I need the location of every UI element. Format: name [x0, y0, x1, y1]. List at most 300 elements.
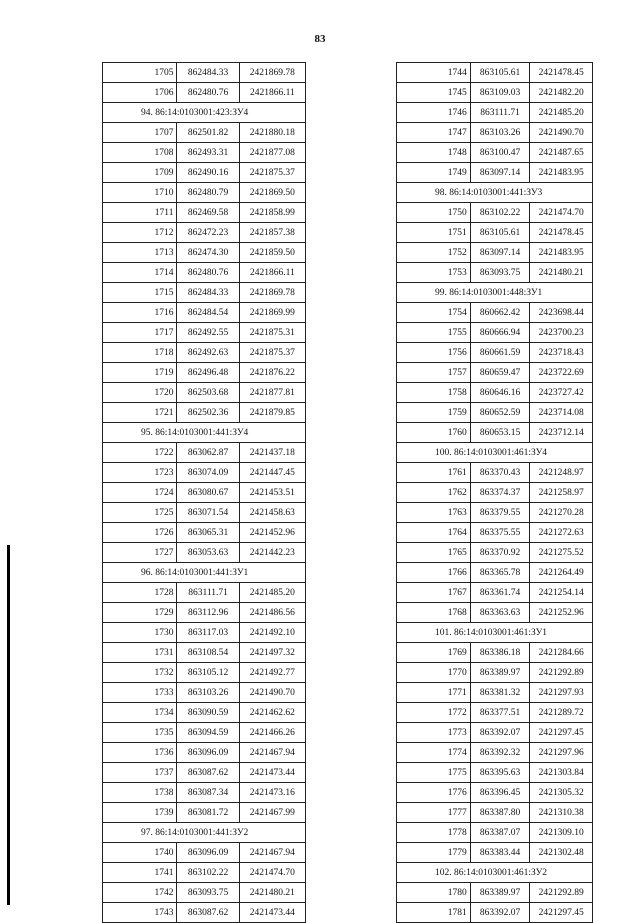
x-coordinate-cell: 863370.92: [470, 543, 530, 563]
point-number-cell: 1719: [103, 363, 177, 383]
point-number-cell: 1707: [103, 123, 177, 143]
point-number-cell: 1733: [103, 683, 177, 703]
coordinate-row: [397, 523, 593, 543]
coordinate-row: [397, 303, 593, 323]
coordinate-row: [397, 143, 593, 163]
y-coordinate-cell: 2421473.44: [239, 903, 305, 923]
coordinate-row: [397, 843, 593, 863]
coordinate-row: [103, 883, 306, 903]
coordinate-row: [103, 163, 306, 183]
x-coordinate-cell: 862490.16: [177, 163, 239, 183]
y-coordinate-cell: 2421297.45: [530, 723, 593, 743]
y-coordinate-cell: 2421879.85: [239, 403, 305, 423]
point-number-cell: 1775: [397, 763, 471, 783]
y-coordinate-cell: 2421462.62: [239, 703, 305, 723]
section-cadastral-label: 102. 86:14:0103001:461:ЗУ2: [397, 863, 593, 883]
section-header-row: [397, 623, 593, 643]
y-coordinate-cell: 2421474.70: [239, 863, 305, 883]
point-number-cell: 1746: [397, 103, 471, 123]
y-coordinate-cell: 2421875.37: [239, 163, 305, 183]
x-coordinate-cell: 863365.78: [470, 563, 530, 583]
point-number-cell: 1724: [103, 483, 177, 503]
x-coordinate-cell: 863102.22: [177, 863, 239, 883]
point-number-cell: 1773: [397, 723, 471, 743]
coordinate-row: [397, 203, 593, 223]
y-coordinate-cell: 2421264.49: [530, 563, 593, 583]
x-coordinate-cell: 863387.80: [470, 803, 530, 823]
x-coordinate-cell: 863386.18: [470, 643, 530, 663]
y-coordinate-cell: 2421869.78: [239, 63, 305, 83]
y-coordinate-cell: 2421297.96: [530, 743, 593, 763]
y-coordinate-cell: 2421302.48: [530, 843, 593, 863]
x-coordinate-cell: 863090.59: [177, 703, 239, 723]
y-coordinate-cell: 2423727.42: [530, 383, 593, 403]
x-coordinate-cell: 863105.12: [177, 663, 239, 683]
point-number-cell: 1738: [103, 783, 177, 803]
point-number-cell: 1737: [103, 763, 177, 783]
coordinate-row: [103, 743, 306, 763]
section-cadastral-label: 94. 86:14:0103001:423:ЗУ4: [103, 103, 306, 123]
section-cadastral-label: 98. 86:14:0103001:441:ЗУ3: [397, 183, 593, 203]
y-coordinate-cell: 2421442.23: [239, 543, 305, 563]
coordinate-row: [103, 723, 306, 743]
coordinate-row: [397, 603, 593, 623]
point-number-cell: 1730: [103, 623, 177, 643]
y-coordinate-cell: 2421478.45: [530, 223, 593, 243]
coordinate-row: [103, 223, 306, 243]
x-coordinate-cell: 863389.97: [470, 883, 530, 903]
y-coordinate-cell: 2421303.84: [530, 763, 593, 783]
x-coordinate-cell: 862502.36: [177, 403, 239, 423]
section-cadastral-label: 95. 86:14:0103001:441:ЗУ4: [103, 423, 306, 443]
coordinate-row: [397, 103, 593, 123]
x-coordinate-cell: 863108.54: [177, 643, 239, 663]
y-coordinate-cell: 2421309.10: [530, 823, 593, 843]
coordinate-row: [397, 563, 593, 583]
coordinate-row: [397, 883, 593, 903]
y-coordinate-cell: 2421480.21: [239, 883, 305, 903]
point-number-cell: 1770: [397, 663, 471, 683]
x-coordinate-cell: 863087.34: [177, 783, 239, 803]
x-coordinate-cell: 863094.59: [177, 723, 239, 743]
point-number-cell: 1753: [397, 263, 471, 283]
x-coordinate-cell: 863375.55: [470, 523, 530, 543]
x-coordinate-cell: 863363.63: [470, 603, 530, 623]
y-coordinate-cell: 2421876.22: [239, 363, 305, 383]
coordinate-row: [103, 283, 306, 303]
y-coordinate-cell: 2421482.20: [530, 83, 593, 103]
coordinate-row: [397, 543, 593, 563]
coordinate-row: [103, 643, 306, 663]
x-coordinate-cell: 860652.59: [470, 403, 530, 423]
x-coordinate-cell: 862469.58: [177, 203, 239, 223]
x-coordinate-cell: 863102.22: [470, 203, 530, 223]
y-coordinate-cell: 2421877.81: [239, 383, 305, 403]
coordinate-row: [103, 903, 306, 923]
coordinate-row: [397, 243, 593, 263]
coordinate-row: [397, 683, 593, 703]
coordinate-row: [103, 243, 306, 263]
y-coordinate-cell: 2421869.78: [239, 283, 305, 303]
section-cadastral-label: 99. 86:14:0103001:448:ЗУ1: [397, 283, 593, 303]
x-coordinate-cell: 863392.07: [470, 903, 530, 923]
point-number-cell: 1752: [397, 243, 471, 263]
coordinate-row: [397, 823, 593, 843]
point-number-cell: 1747: [397, 123, 471, 143]
y-coordinate-cell: 2421478.45: [530, 63, 593, 83]
coordinate-row: [397, 483, 593, 503]
y-coordinate-cell: 2423722.69: [530, 363, 593, 383]
x-coordinate-cell: 863392.07: [470, 723, 530, 743]
x-coordinate-cell: 863112.96: [177, 603, 239, 623]
x-coordinate-cell: 862493.31: [177, 143, 239, 163]
y-coordinate-cell: 2421880.18: [239, 123, 305, 143]
y-coordinate-cell: 2421858.99: [239, 203, 305, 223]
coordinate-row: [103, 543, 306, 563]
y-coordinate-cell: 2421270.28: [530, 503, 593, 523]
x-coordinate-cell: 863111.71: [177, 583, 239, 603]
x-coordinate-cell: 863105.61: [470, 223, 530, 243]
x-coordinate-cell: 863383.44: [470, 843, 530, 863]
point-number-cell: 1712: [103, 223, 177, 243]
x-coordinate-cell: 863071.54: [177, 503, 239, 523]
x-coordinate-cell: 863080.67: [177, 483, 239, 503]
y-coordinate-cell: 2421254.14: [530, 583, 593, 603]
x-coordinate-cell: 863111.71: [470, 103, 530, 123]
point-number-cell: 1762: [397, 483, 471, 503]
y-coordinate-cell: 2421473.44: [239, 763, 305, 783]
y-coordinate-cell: 2423714.08: [530, 403, 593, 423]
x-coordinate-cell: 863087.62: [177, 763, 239, 783]
point-number-cell: 1776: [397, 783, 471, 803]
point-number-cell: 1714: [103, 263, 177, 283]
point-number-cell: 1734: [103, 703, 177, 723]
coordinates-table-left: [102, 62, 306, 923]
x-coordinate-cell: 863103.26: [177, 683, 239, 703]
y-coordinate-cell: 2421474.70: [530, 203, 593, 223]
y-coordinate-cell: 2421284.66: [530, 643, 593, 663]
point-number-cell: 1728: [103, 583, 177, 603]
point-number-cell: 1716: [103, 303, 177, 323]
x-coordinate-cell: 862496.48: [177, 363, 239, 383]
y-coordinate-cell: 2423700.23: [530, 323, 593, 343]
y-coordinate-cell: 2421866.11: [239, 263, 305, 283]
y-coordinate-cell: 2421490.70: [530, 123, 593, 143]
coordinate-row: [103, 83, 306, 103]
x-coordinate-cell: 863117.03: [177, 623, 239, 643]
coordinate-row: [103, 323, 306, 343]
point-number-cell: 1744: [397, 63, 471, 83]
y-coordinate-cell: 2421297.93: [530, 683, 593, 703]
x-coordinate-cell: 863370.43: [470, 463, 530, 483]
point-number-cell: 1766: [397, 563, 471, 583]
y-coordinate-cell: 2421458.63: [239, 503, 305, 523]
y-coordinate-cell: 2421483.95: [530, 163, 593, 183]
point-number-cell: 1741: [103, 863, 177, 883]
coordinate-row: [103, 443, 306, 463]
y-coordinate-cell: 2421490.70: [239, 683, 305, 703]
coordinate-row: [103, 303, 306, 323]
point-number-cell: 1717: [103, 323, 177, 343]
point-number-cell: 1736: [103, 743, 177, 763]
x-coordinate-cell: 863097.14: [470, 243, 530, 263]
point-number-cell: 1771: [397, 683, 471, 703]
coordinate-row: [397, 723, 593, 743]
y-coordinate-cell: 2421480.21: [530, 263, 593, 283]
y-coordinate-cell: 2421486.56: [239, 603, 305, 623]
point-number-cell: 1754: [397, 303, 471, 323]
point-number-cell: 1708: [103, 143, 177, 163]
coordinate-row: [103, 803, 306, 823]
y-coordinate-cell: 2421483.95: [530, 243, 593, 263]
point-number-cell: 1769: [397, 643, 471, 663]
point-number-cell: 1749: [397, 163, 471, 183]
section-header-row: [103, 563, 306, 583]
coordinate-row: [397, 643, 593, 663]
y-coordinate-cell: 2421447.45: [239, 463, 305, 483]
x-coordinate-cell: 860646.16: [470, 383, 530, 403]
y-coordinate-cell: 2421467.94: [239, 743, 305, 763]
coordinate-row: [397, 83, 593, 103]
point-number-cell: 1743: [103, 903, 177, 923]
point-number-cell: 1713: [103, 243, 177, 263]
coordinate-row: [397, 383, 593, 403]
point-number-cell: 1751: [397, 223, 471, 243]
coordinate-row: [397, 703, 593, 723]
x-coordinate-cell: 860653.15: [470, 423, 530, 443]
y-coordinate-cell: 2421487.65: [530, 143, 593, 163]
point-number-cell: 1765: [397, 543, 471, 563]
point-number-cell: 1722: [103, 443, 177, 463]
y-coordinate-cell: 2421272.63: [530, 523, 593, 543]
x-coordinate-cell: 862474.30: [177, 243, 239, 263]
y-coordinate-cell: 2421297.45: [530, 903, 593, 923]
point-number-cell: 1739: [103, 803, 177, 823]
point-number-cell: 1772: [397, 703, 471, 723]
coordinate-row: [103, 463, 306, 483]
y-coordinate-cell: 2421497.32: [239, 643, 305, 663]
x-coordinate-cell: 863387.07: [470, 823, 530, 843]
coordinate-row: [397, 803, 593, 823]
y-coordinate-cell: 2421485.20: [530, 103, 593, 123]
y-coordinate-cell: 2421258.97: [530, 483, 593, 503]
point-number-cell: 1763: [397, 503, 471, 523]
y-coordinate-cell: 2421248.97: [530, 463, 593, 483]
y-coordinate-cell: 2421467.99: [239, 803, 305, 823]
x-coordinate-cell: 863100.47: [470, 143, 530, 163]
x-coordinate-cell: 863053.63: [177, 543, 239, 563]
x-coordinate-cell: 863377.51: [470, 703, 530, 723]
point-number-cell: 1748: [397, 143, 471, 163]
point-number-cell: 1757: [397, 363, 471, 383]
section-cadastral-label: 100. 86:14:0103001:461:ЗУ4: [397, 443, 593, 463]
x-coordinate-cell: 860659.47: [470, 363, 530, 383]
x-coordinate-cell: 863379.55: [470, 503, 530, 523]
x-coordinate-cell: 863361.74: [470, 583, 530, 603]
coordinate-row: [397, 783, 593, 803]
point-number-cell: 1732: [103, 663, 177, 683]
coordinate-row: [103, 483, 306, 503]
y-coordinate-cell: 2421869.50: [239, 183, 305, 203]
x-coordinate-cell: 862480.76: [177, 83, 239, 103]
point-number-cell: 1726: [103, 523, 177, 543]
point-number-cell: 1725: [103, 503, 177, 523]
y-coordinate-cell: 2423712.14: [530, 423, 593, 443]
x-coordinate-cell: 863081.72: [177, 803, 239, 823]
x-coordinate-cell: 863097.14: [470, 163, 530, 183]
section-header-row: [103, 103, 306, 123]
point-number-cell: 1745: [397, 83, 471, 103]
coordinate-row: [397, 903, 593, 923]
point-number-cell: 1740: [103, 843, 177, 863]
point-number-cell: 1718: [103, 343, 177, 363]
y-coordinate-cell: 2421485.20: [239, 583, 305, 603]
x-coordinate-cell: 863093.75: [470, 263, 530, 283]
coordinate-row: [103, 683, 306, 703]
y-coordinate-cell: 2421875.37: [239, 343, 305, 363]
y-coordinate-cell: 2421252.96: [530, 603, 593, 623]
section-cadastral-label: 96. 86:14:0103001:441:ЗУ1: [103, 563, 306, 583]
point-number-cell: 1710: [103, 183, 177, 203]
coordinate-row: [103, 703, 306, 723]
point-number-cell: 1764: [397, 523, 471, 543]
x-coordinate-cell: 862484.33: [177, 63, 239, 83]
x-coordinate-cell: 862480.79: [177, 183, 239, 203]
section-header-row: [397, 183, 593, 203]
point-number-cell: 1721: [103, 403, 177, 423]
x-coordinate-cell: 862484.33: [177, 283, 239, 303]
y-coordinate-cell: 2421869.99: [239, 303, 305, 323]
coordinate-row: [397, 163, 593, 183]
section-header-row: [397, 863, 593, 883]
coordinate-row: [397, 403, 593, 423]
point-number-cell: 1768: [397, 603, 471, 623]
coordinate-row: [103, 203, 306, 223]
y-coordinate-cell: 2421492.77: [239, 663, 305, 683]
y-coordinate-cell: 2421453.51: [239, 483, 305, 503]
y-coordinate-cell: 2421305.32: [530, 783, 593, 803]
coordinate-row: [103, 783, 306, 803]
x-coordinate-cell: 863105.61: [470, 63, 530, 83]
x-coordinate-cell: 863065.31: [177, 523, 239, 543]
coordinate-row: [103, 263, 306, 283]
point-number-cell: 1729: [103, 603, 177, 623]
coordinate-row: [103, 663, 306, 683]
coordinate-row: [397, 123, 593, 143]
x-coordinate-cell: 863096.09: [177, 743, 239, 763]
coordinate-row: [397, 263, 593, 283]
y-coordinate-cell: 2421275.52: [530, 543, 593, 563]
section-header-row: [397, 283, 593, 303]
coordinate-row: [103, 403, 306, 423]
point-number-cell: 1742: [103, 883, 177, 903]
coordinate-row: [397, 503, 593, 523]
coordinate-row: [103, 183, 306, 203]
coordinate-row: [103, 623, 306, 643]
section-header-row: [103, 423, 306, 443]
y-coordinate-cell: 2421292.89: [530, 663, 593, 683]
x-coordinate-cell: 863392.32: [470, 743, 530, 763]
point-number-cell: 1756: [397, 343, 471, 363]
coordinate-row: [397, 763, 593, 783]
x-coordinate-cell: 862501.82: [177, 123, 239, 143]
x-coordinate-cell: 863381.32: [470, 683, 530, 703]
point-number-cell: 1781: [397, 903, 471, 923]
coordinate-row: [103, 343, 306, 363]
point-number-cell: 1731: [103, 643, 177, 663]
point-number-cell: 1720: [103, 383, 177, 403]
coordinate-row: [397, 223, 593, 243]
y-coordinate-cell: 2423698.44: [530, 303, 593, 323]
x-coordinate-cell: 863074.09: [177, 463, 239, 483]
point-number-cell: 1727: [103, 543, 177, 563]
point-number-cell: 1711: [103, 203, 177, 223]
coordinate-row: [103, 123, 306, 143]
point-number-cell: 1774: [397, 743, 471, 763]
page-number: 83: [314, 33, 326, 45]
point-number-cell: 1758: [397, 383, 471, 403]
y-coordinate-cell: 2421292.89: [530, 883, 593, 903]
x-coordinate-cell: 860662.42: [470, 303, 530, 323]
coordinate-row: [397, 63, 593, 83]
coordinate-row: [103, 143, 306, 163]
coordinate-row: [397, 363, 593, 383]
coordinate-row: [103, 583, 306, 603]
point-number-cell: 1705: [103, 63, 177, 83]
point-number-cell: 1755: [397, 323, 471, 343]
x-coordinate-cell: 863374.37: [470, 483, 530, 503]
coordinate-row: [103, 763, 306, 783]
y-coordinate-cell: 2421289.72: [530, 703, 593, 723]
x-coordinate-cell: 862492.55: [177, 323, 239, 343]
point-number-cell: 1715: [103, 283, 177, 303]
y-coordinate-cell: 2421866.11: [239, 83, 305, 103]
coordinate-row: [103, 863, 306, 883]
coordinate-row: [103, 63, 306, 83]
y-coordinate-cell: 2421875.31: [239, 323, 305, 343]
coordinate-row: [103, 843, 306, 863]
x-coordinate-cell: 863395.63: [470, 763, 530, 783]
y-coordinate-cell: 2421310.38: [530, 803, 593, 823]
y-coordinate-cell: 2421857.38: [239, 223, 305, 243]
point-number-cell: 1777: [397, 803, 471, 823]
x-coordinate-cell: 860666.94: [470, 323, 530, 343]
y-coordinate-cell: 2421859.50: [239, 243, 305, 263]
x-coordinate-cell: 862503.68: [177, 383, 239, 403]
y-coordinate-cell: 2421473.16: [239, 783, 305, 803]
coordinate-row: [103, 603, 306, 623]
section-header-row: [397, 443, 593, 463]
x-coordinate-cell: 863096.09: [177, 843, 239, 863]
coordinate-row: [397, 423, 593, 443]
y-coordinate-cell: 2421467.94: [239, 843, 305, 863]
x-coordinate-cell: 863093.75: [177, 883, 239, 903]
section-cadastral-label: 101. 86:14:0103001:461:ЗУ1: [397, 623, 593, 643]
y-coordinate-cell: 2421452.96: [239, 523, 305, 543]
coordinate-row: [103, 383, 306, 403]
coordinate-row: [397, 323, 593, 343]
x-coordinate-cell: 862472.23: [177, 223, 239, 243]
point-number-cell: 1750: [397, 203, 471, 223]
point-number-cell: 1709: [103, 163, 177, 183]
section-header-row: [103, 823, 306, 843]
point-number-cell: 1767: [397, 583, 471, 603]
point-number-cell: 1759: [397, 403, 471, 423]
point-number-cell: 1723: [103, 463, 177, 483]
y-coordinate-cell: 2423718.43: [530, 343, 593, 363]
section-cadastral-label: 97. 86:14:0103001:441:ЗУ2: [103, 823, 306, 843]
coordinate-row: [397, 463, 593, 483]
